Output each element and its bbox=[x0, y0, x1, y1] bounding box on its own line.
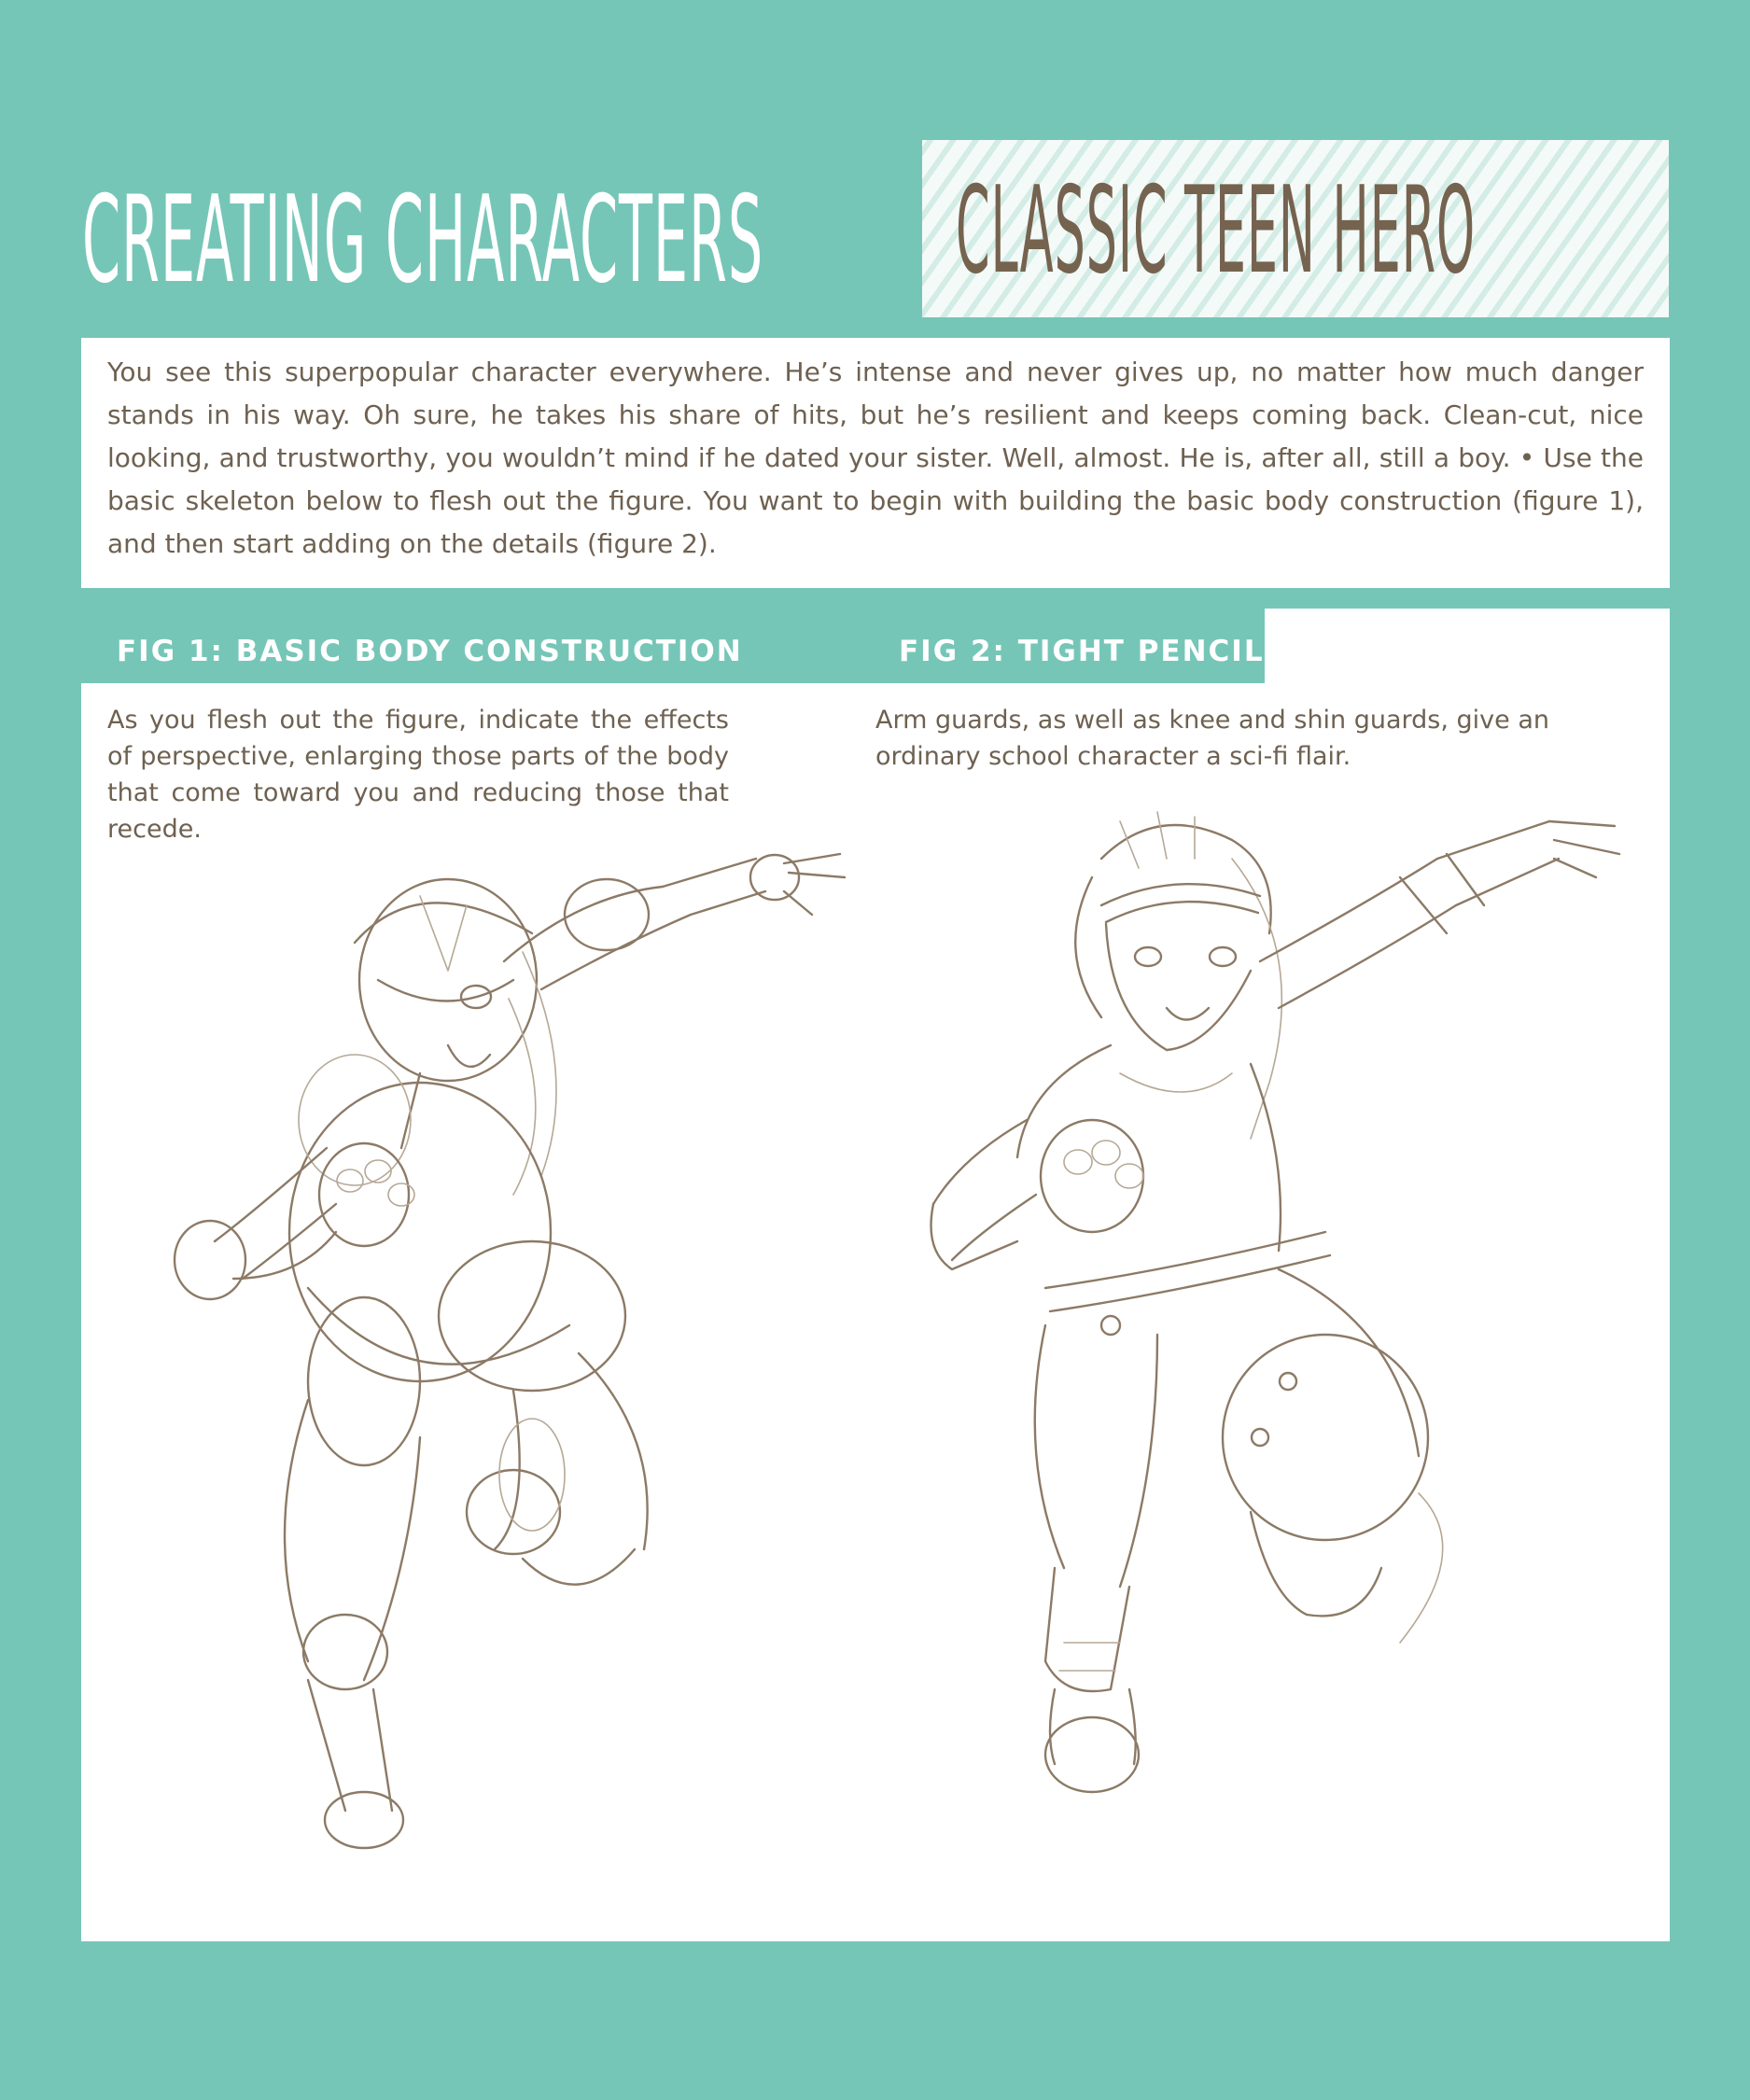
page-title-creating-characters: CREATING CHARACTERS bbox=[82, 171, 764, 310]
fig1-header: FIG 1: BASIC BODY CONSTRUCTION bbox=[81, 609, 729, 683]
intro-box bbox=[81, 338, 1670, 588]
page-subtitle-classic-teen-hero: CLASSIC TEEN HERO bbox=[956, 161, 1477, 301]
title-banner bbox=[922, 140, 1669, 317]
fig1-construction-sketch bbox=[140, 840, 868, 1876]
fig2-caption: Arm guards, as well as knee and shin guards, give an ordinary school character a sci-fi flair. bbox=[875, 706, 1550, 771]
intro-text: You see this superpopular character everywhere. He’s intense and never gives up, no matter how much danger stands in his way. Oh sure, he takes his share of hits, but he’s resilient and keeps coming back. Clean-cut, nice looking, and trustworthy, you wouldn’t mind if he dated your sister. Well, almost. He is, after all, still a boy. • Use the basic skeleton below to flesh out the figure. You want to begin with building the basic body construction (figure 1), and then start adding on the details (figure 2). bbox=[107, 357, 1644, 559]
fig2-header: FIG 2: TIGHT PENCIL bbox=[875, 609, 1265, 683]
fig2-tight-pencil-sketch bbox=[877, 803, 1624, 1867]
fig1-caption: As you flesh out the figure, indicate the effects of perspective, enlarging those parts of the body that come toward you and reducing those that recede. bbox=[107, 706, 729, 844]
panel-notch bbox=[729, 609, 875, 683]
